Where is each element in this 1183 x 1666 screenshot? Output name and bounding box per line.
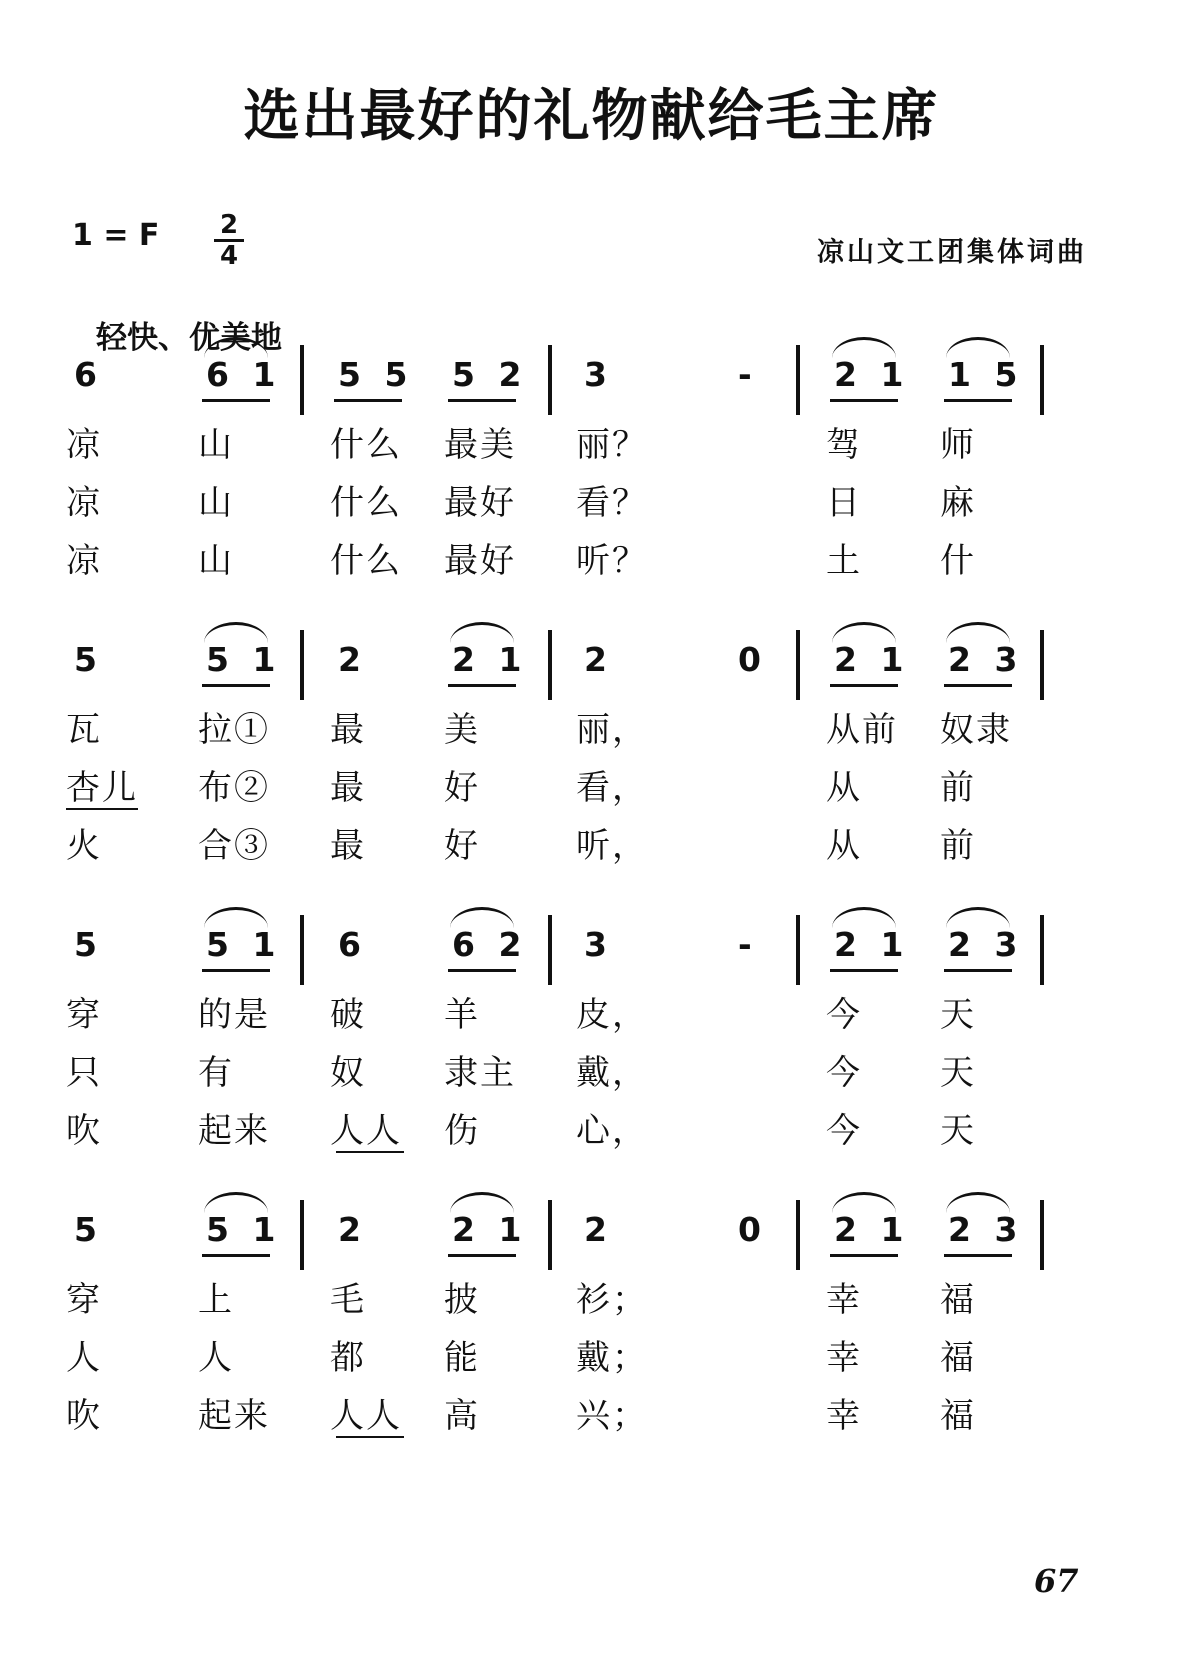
- note-group: 2 3: [948, 1210, 1024, 1249]
- note-group: 2: [338, 640, 367, 679]
- beam-underline: [448, 969, 516, 972]
- lyric-verse-2: 杏儿: [66, 768, 138, 808]
- beam-underline: [830, 684, 898, 687]
- beam-underline: [334, 399, 402, 402]
- lyric-verse-2: 今: [826, 1053, 862, 1093]
- barline: [1040, 630, 1044, 700]
- lyric-verse-3: 土: [826, 541, 862, 581]
- lyric-verse-1: 破: [330, 995, 366, 1035]
- lyric-verse-3: 听，: [576, 826, 648, 866]
- lyric-verse-2: 能: [444, 1338, 480, 1378]
- lyric-verse-2: 戴，: [576, 1053, 648, 1093]
- lyric-underline: [336, 1151, 404, 1153]
- lyric-verse-2: 幸: [826, 1338, 862, 1378]
- lyric-verse-1: 最美: [444, 425, 516, 465]
- lyric-verse-1: 毛: [330, 1280, 366, 1320]
- beam-underline: [944, 684, 1012, 687]
- lyric-verse-2: 人: [66, 1338, 102, 1378]
- lyric-verse-2: 前: [940, 768, 976, 808]
- lyric-verse-3: 从: [826, 826, 862, 866]
- beam-underline: [830, 1254, 898, 1257]
- lyric-verse-3: 人人: [330, 1111, 402, 1151]
- lyric-verse-3: 吹: [66, 1111, 102, 1151]
- note-group: 1 5: [948, 355, 1024, 394]
- lyric-verse-3: 火: [66, 826, 102, 866]
- lyric-verse-2: 最: [330, 768, 366, 808]
- note-group: 5 1: [206, 1210, 282, 1249]
- lyric-verse-3: 凉: [66, 541, 102, 581]
- note-group: 6 1: [206, 355, 282, 394]
- note-group: 2 3: [948, 640, 1024, 679]
- lyric-verse-1: 羊: [444, 995, 480, 1035]
- slur: [946, 337, 1010, 358]
- beam-underline: [448, 684, 516, 687]
- lyric-verse-3: 兴；: [576, 1396, 648, 1436]
- lyric-verse-2: 好: [444, 768, 480, 808]
- barline: [796, 915, 800, 985]
- note-group: 5: [74, 1210, 103, 1249]
- note-group: 2 1: [834, 925, 910, 964]
- lyric-verse-2: 麻: [940, 483, 976, 523]
- lyric-verse-2: 看？: [576, 483, 648, 523]
- system-1: [0, 355, 1183, 635]
- note-group: 2 3: [948, 925, 1024, 964]
- lyric-verse-1: 师: [940, 425, 976, 465]
- lyric-verse-3: 心，: [576, 1111, 648, 1151]
- lyric-verse-3: 听？: [576, 541, 648, 581]
- note-group: 3: [584, 925, 613, 964]
- barline: [548, 915, 552, 985]
- lyric-verse-1: 拉①: [198, 710, 270, 750]
- lyric-verse-1: 穿: [66, 1280, 102, 1320]
- lyric-verse-1: 凉: [66, 425, 102, 465]
- lyric-verse-2: 日: [826, 483, 862, 523]
- barline: [300, 630, 304, 700]
- lyric-verse-1: 驾: [826, 425, 862, 465]
- lyric-verse-1: 穿: [66, 995, 102, 1035]
- note-group: 5 2: [452, 355, 528, 394]
- lyric-verse-2: 从: [826, 768, 862, 808]
- lyric-verse-3: 什么: [330, 541, 402, 581]
- song-title: 选出最好的礼物献给毛主席: [243, 84, 940, 149]
- note-group: 5: [74, 640, 103, 679]
- lyric-verse-2: 只: [66, 1053, 102, 1093]
- barline: [548, 345, 552, 415]
- note-group: -: [738, 355, 758, 394]
- beam-underline: [202, 969, 270, 972]
- lyric-verse-1: 的是: [198, 995, 270, 1035]
- lyric-verse-1: 今: [826, 995, 862, 1035]
- note-group: 2: [584, 640, 613, 679]
- note-group: 2 1: [452, 640, 528, 679]
- system-3: [0, 925, 1183, 1205]
- lyric-verse-1: 什么: [330, 425, 402, 465]
- lyric-verse-3: 什: [940, 541, 976, 581]
- slur: [832, 337, 896, 358]
- lyric-verse-2: 戴；: [576, 1338, 648, 1378]
- barline: [796, 1200, 800, 1270]
- beam-underline: [202, 399, 270, 402]
- lyric-verse-1: 奴隶: [940, 710, 1012, 750]
- barline: [548, 630, 552, 700]
- lyric-verse-1: 上: [198, 1280, 234, 1320]
- beam-underline: [830, 399, 898, 402]
- beam-underline: [830, 969, 898, 972]
- lyric-underline: [336, 1436, 404, 1438]
- beam-underline: [944, 399, 1012, 402]
- author-credit: 凉山文工团集体词曲: [817, 237, 1087, 268]
- page-number: 67: [1034, 1562, 1079, 1600]
- barline: [548, 1200, 552, 1270]
- time-signature-top: 2: [219, 210, 239, 240]
- lyric-verse-1: 皮，: [576, 995, 648, 1035]
- lyric-verse-1: 丽，: [576, 710, 648, 750]
- system-4: [0, 1210, 1183, 1490]
- lyric-verse-3: 幸: [826, 1396, 862, 1436]
- note-group: 3: [584, 355, 613, 394]
- lyric-verse-1: 山: [198, 425, 234, 465]
- lyric-underline: [66, 808, 138, 810]
- lyric-verse-1: 披: [444, 1280, 480, 1320]
- note-group: 6 2: [452, 925, 528, 964]
- barline: [1040, 915, 1044, 985]
- barline: [796, 345, 800, 415]
- lyric-verse-2: 人: [198, 1338, 234, 1378]
- lyric-verse-2: 隶主: [444, 1053, 516, 1093]
- lyric-verse-3: 吹: [66, 1396, 102, 1436]
- note-group: 6: [74, 355, 103, 394]
- note-group: 0: [738, 1210, 767, 1249]
- barline: [300, 1200, 304, 1270]
- lyric-verse-1: 从前: [826, 710, 898, 750]
- key-signature: 1 = F: [72, 218, 160, 253]
- note-group: 5: [74, 925, 103, 964]
- barline: [1040, 1200, 1044, 1270]
- lyric-verse-2: 什么: [330, 483, 402, 523]
- lyric-verse-2: 布②: [198, 768, 270, 808]
- lyric-verse-1: 美: [444, 710, 480, 750]
- note-group: 0: [738, 640, 767, 679]
- beam-underline: [448, 1254, 516, 1257]
- lyric-verse-2: 奴: [330, 1053, 366, 1093]
- lyric-verse-3: 福: [940, 1396, 976, 1436]
- time-signature: [214, 212, 244, 269]
- lyric-verse-2: 看，: [576, 768, 648, 808]
- lyric-verse-3: 合③: [198, 826, 270, 866]
- barline: [796, 630, 800, 700]
- lyric-verse-3: 起来: [198, 1396, 270, 1436]
- lyric-verse-3: 最好: [444, 541, 516, 581]
- note-group: 2: [584, 1210, 613, 1249]
- lyric-verse-3: 前: [940, 826, 976, 866]
- lyric-verse-1: 天: [940, 995, 976, 1035]
- time-signature-bottom: 4: [219, 241, 239, 271]
- lyric-verse-2: 凉: [66, 483, 102, 523]
- lyric-verse-1: 福: [940, 1280, 976, 1320]
- tempo-marking: 轻快、优美地: [96, 320, 282, 356]
- lyric-verse-2: 最好: [444, 483, 516, 523]
- lyric-verse-2: 天: [940, 1053, 976, 1093]
- lyric-verse-1: 瓦: [66, 710, 102, 750]
- lyric-verse-3: 高: [444, 1396, 480, 1436]
- lyric-verse-3: 天: [940, 1111, 976, 1151]
- note-group: 5 1: [206, 640, 282, 679]
- lyric-verse-2: 都: [330, 1338, 366, 1378]
- lyric-verse-3: 好: [444, 826, 480, 866]
- system-2: [0, 640, 1183, 920]
- lyric-verse-1: 幸: [826, 1280, 862, 1320]
- lyric-verse-3: 伤: [444, 1111, 480, 1151]
- lyric-verse-1: 丽？: [576, 425, 648, 465]
- lyric-verse-3: 山: [198, 541, 234, 581]
- barline: [300, 345, 304, 415]
- note-group: -: [738, 925, 758, 964]
- beam-underline: [448, 399, 516, 402]
- lyric-verse-2: 山: [198, 483, 234, 523]
- lyric-verse-3: 起来: [198, 1111, 270, 1151]
- lyric-verse-3: 人人: [330, 1396, 402, 1436]
- barline: [300, 915, 304, 985]
- lyric-verse-1: 衫；: [576, 1280, 648, 1320]
- note-group: 2 1: [834, 355, 910, 394]
- note-group: 2 1: [834, 1210, 910, 1249]
- note-group: 5 5: [338, 355, 414, 394]
- beam-underline: [202, 684, 270, 687]
- lyric-verse-1: 最: [330, 710, 366, 750]
- beam-underline: [944, 1254, 1012, 1257]
- beam-underline: [202, 1254, 270, 1257]
- lyric-verse-3: 最: [330, 826, 366, 866]
- note-group: 2: [338, 1210, 367, 1249]
- lyric-verse-2: 有: [198, 1053, 234, 1093]
- barline: [1040, 345, 1044, 415]
- note-group: 2 1: [452, 1210, 528, 1249]
- note-group: 6: [338, 925, 367, 964]
- lyric-verse-3: 今: [826, 1111, 862, 1151]
- lyric-verse-2: 福: [940, 1338, 976, 1378]
- beam-underline: [944, 969, 1012, 972]
- note-group: 5 1: [206, 925, 282, 964]
- note-group: 2 1: [834, 640, 910, 679]
